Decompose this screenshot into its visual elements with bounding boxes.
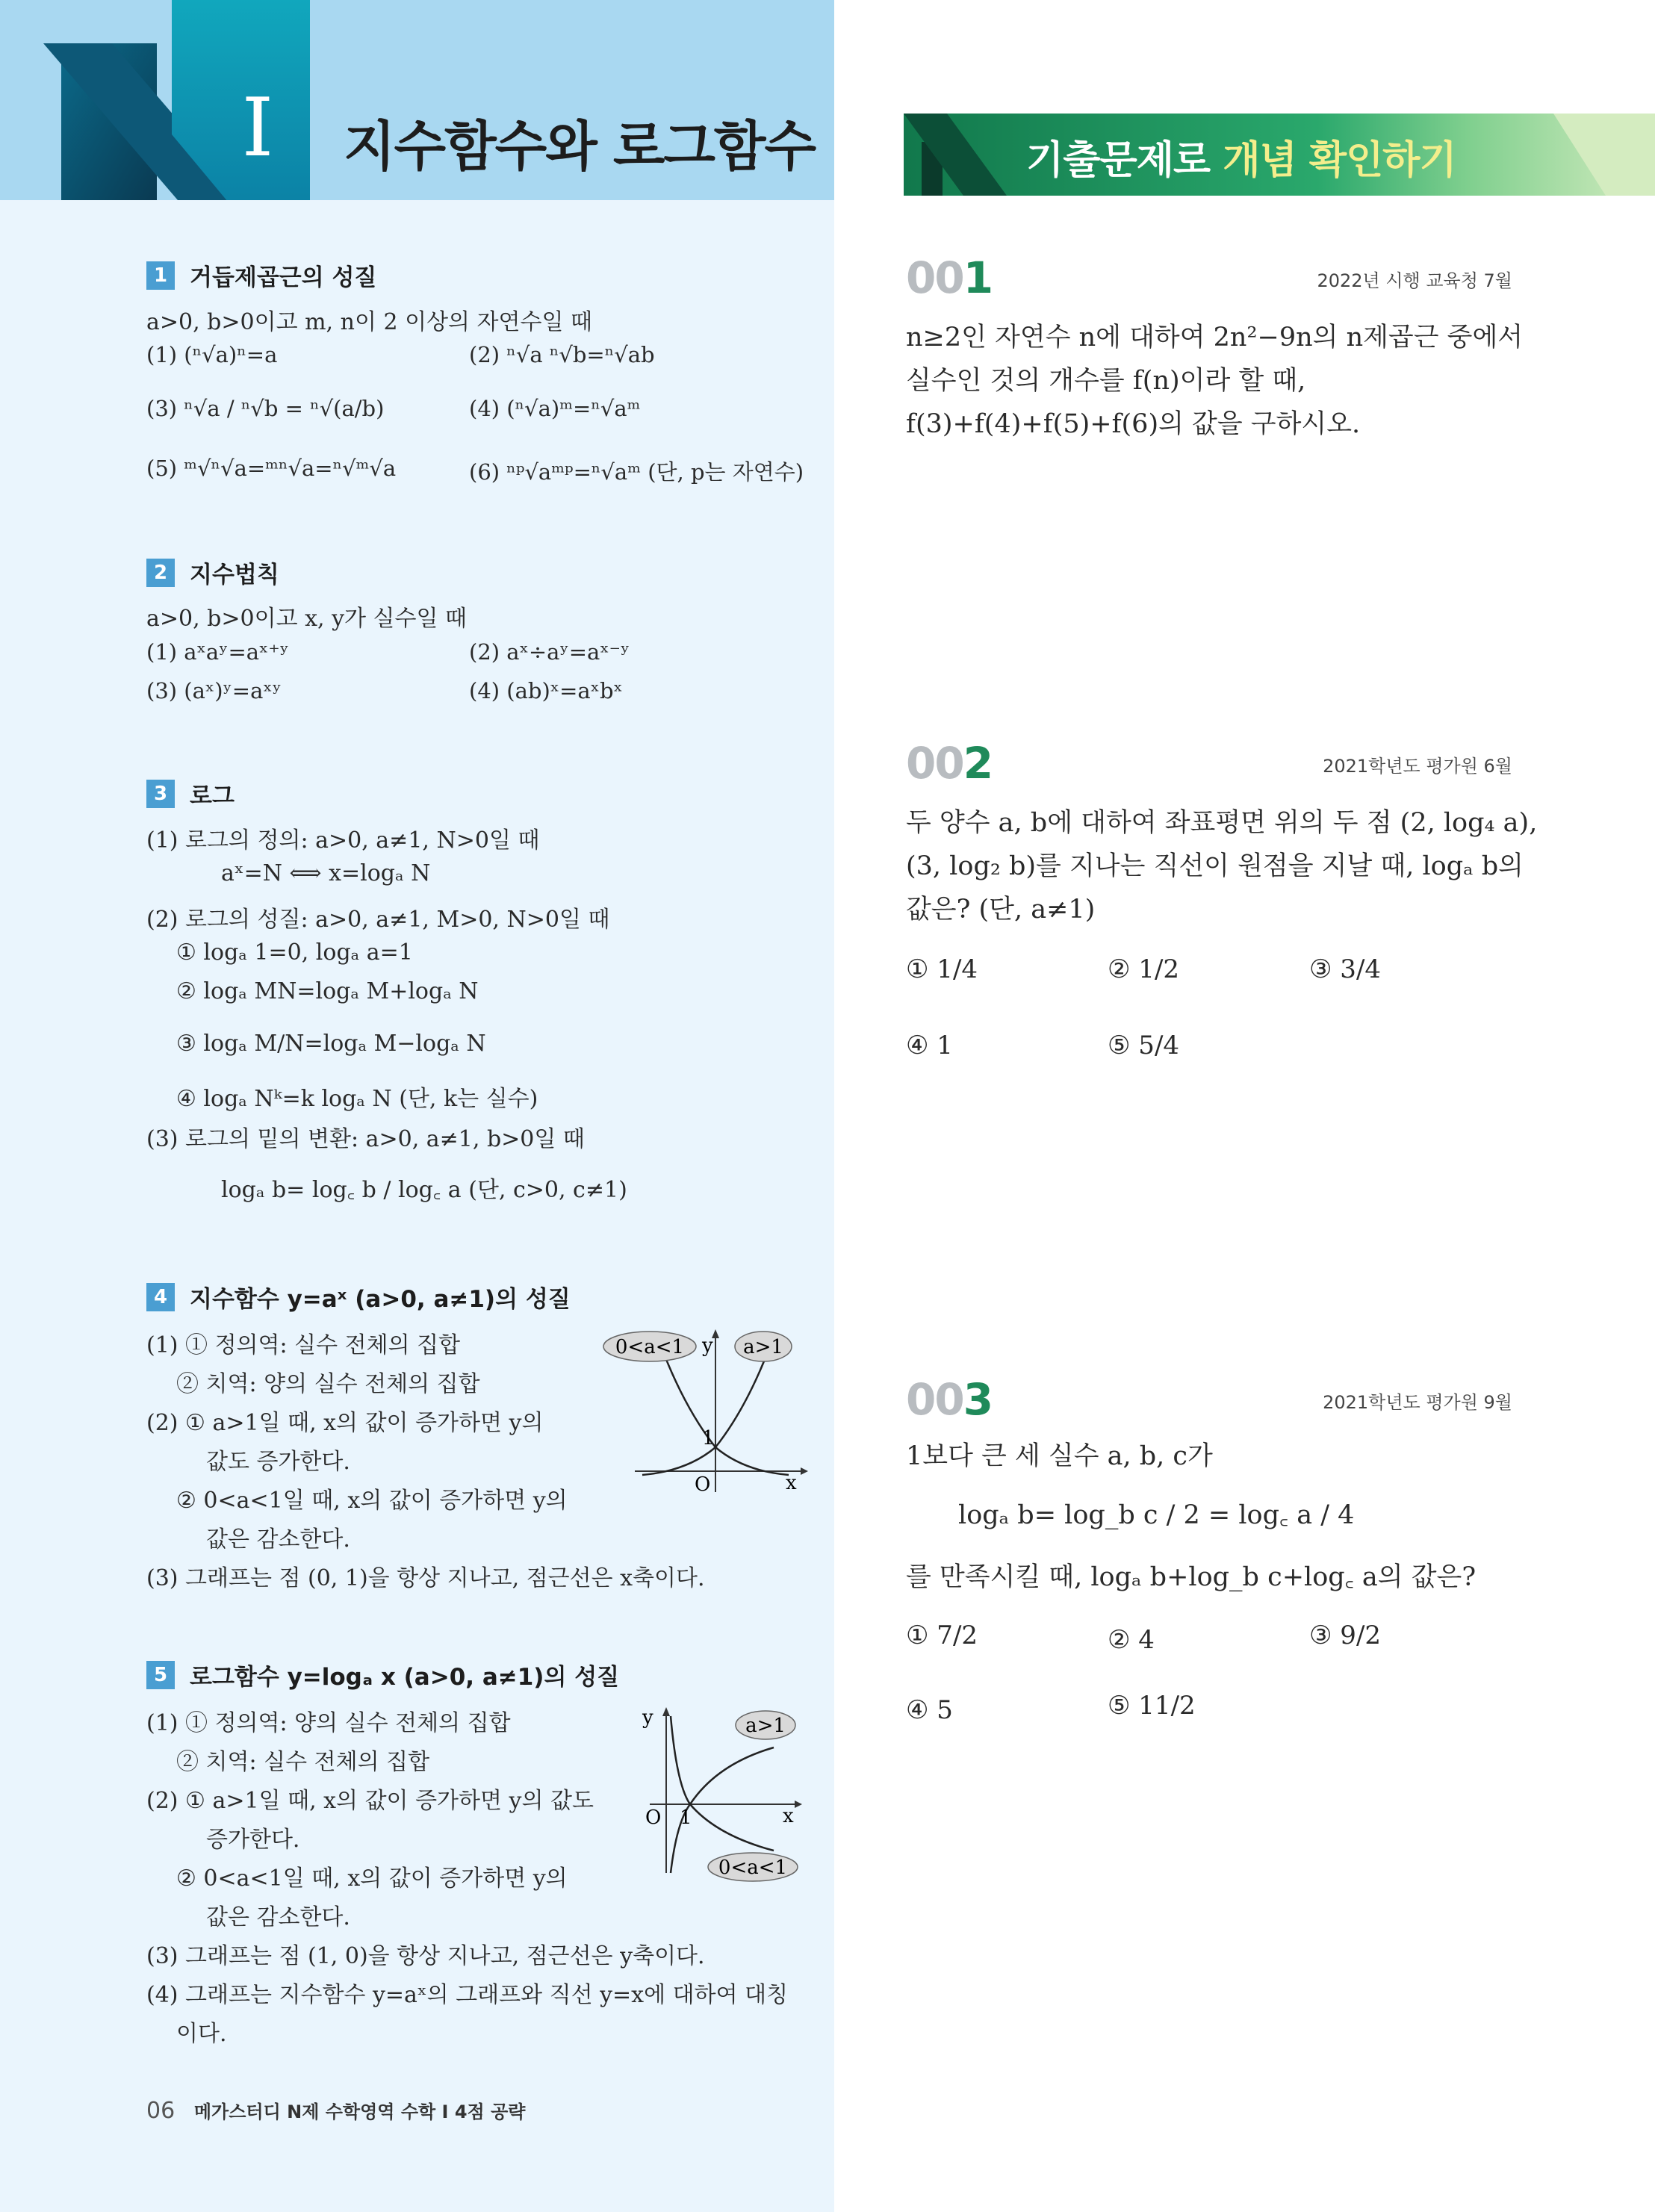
section-number: 1 [146, 261, 175, 290]
log-range: ② 치역: 실수 전체의 집합 [176, 1749, 430, 1775]
origin-label: O [645, 1806, 662, 1829]
rule-1-2: (2) ⁿ√a ⁿ√b=ⁿ√ab [469, 342, 655, 367]
log-increasing-cont: 증가한다. [206, 1827, 300, 1853]
question-text-line: 값은? (단, a≠1) [906, 895, 1096, 925]
graph-label: 0<a<1 [615, 1336, 685, 1358]
exponential-graph [597, 1322, 814, 1501]
graph-label: a>1 [743, 1336, 783, 1358]
chapter-header [0, 0, 834, 200]
question-source: 2022년 시행 교육청 7월 [1317, 270, 1512, 291]
log-symmetry: (4) 그래프는 지수함수 y=aˣ의 그래프와 직선 y=x에 대하여 대칭 [146, 1982, 789, 2008]
curve-a-less-1 [660, 1344, 789, 1475]
banner-title-part1: 기출문제로 [1026, 138, 1223, 183]
answer-choice-2[interactable]: ② 4 [1108, 1625, 1155, 1655]
log-definition-formula: aˣ=N ⟺ x=logₐ N [221, 860, 431, 886]
section-3-title [146, 777, 235, 810]
answer-choice-4[interactable]: ④ 1 [906, 1031, 953, 1060]
rule-1-6: (6) ⁿᵖ√aᵐᵖ=ⁿ√aᵐ (단, p는 자연수) [469, 459, 804, 485]
question-number-digit: 1 [963, 252, 993, 303]
question-number [906, 738, 992, 789]
section-4-title [146, 1280, 571, 1314]
log-asymptote: (3) 그래프는 점 (1, 0)을 항상 지나고, 점근선은 y축이다. [146, 1943, 705, 1969]
log-symmetry-cont: 이다. [176, 2021, 227, 2047]
rule-1-4: (4) (ⁿ√a)ᵐ=ⁿ√aᵐ [469, 396, 641, 421]
question-source: 2021학년도 평가원 6월 [1323, 756, 1512, 777]
answer-choice-4[interactable]: ④ 5 [906, 1695, 953, 1725]
axis-label-y: y [702, 1335, 713, 1357]
axis-label-y: y [642, 1706, 653, 1729]
answer-choice-3[interactable]: ③ 3/4 [1309, 954, 1382, 984]
log-base-change-formula: logₐ b= log꜀ b / log꜀ a (단, c>0, c≠1) [221, 1177, 627, 1203]
answer-choice-1[interactable]: ① 7/2 [906, 1621, 978, 1650]
rule-2-2: (2) aˣ÷aʸ=aˣ⁻ʸ [469, 639, 630, 665]
log-domain: (1) ① 정의역: 양의 실수 전체의 집합 [146, 1710, 511, 1736]
question-text-line: n≥2인 자연수 n에 대하여 2n²−9n의 n제곱근 중에서 [906, 323, 1524, 352]
axis-label-x: x [786, 1472, 797, 1494]
answer-choice-3[interactable]: ③ 9/2 [1309, 1621, 1382, 1650]
question-source: 2021학년도 평가원 9월 [1323, 1392, 1512, 1413]
log-properties: (2) 로그의 성질: a>0, a≠1, M>0, N>0일 때 [146, 907, 610, 933]
section-1-condition: a>0, b>0이고 m, n이 2 이상의 자연수일 때 [146, 309, 592, 335]
log-decreasing-cont: 값은 감소한다. [206, 1904, 350, 1930]
section-2-condition: a>0, b>0이고 x, y가 실수일 때 [146, 606, 468, 632]
exp-increasing: (2) ① a>1일 때, x의 값이 증가하면 y의 [146, 1410, 544, 1436]
question-number-prefix: 00 [906, 252, 963, 303]
section-2-title [146, 556, 279, 589]
question-text-line: 1보다 큰 세 실수 a, b, c가 [906, 1441, 1213, 1471]
curve-a-greater-1 [642, 1344, 771, 1475]
chapter-number: I [241, 81, 274, 175]
question-text-line: (3, log₂ b)를 지나는 직선이 원점을 지날 때, logₐ b의 [906, 851, 1524, 881]
log-definition: (1) 로그의 정의: a>0, a≠1, N>0일 때 [146, 827, 540, 854]
intercept-label: 1 [702, 1427, 715, 1450]
section-number: 3 [146, 780, 175, 808]
log-property-1: ① logₐ 1=0, logₐ a=1 [176, 939, 413, 966]
section-heading: 로그함수 y=logₐ x (a>0, a≠1)의 성질 [190, 1664, 620, 1691]
logarithm-graph [635, 1703, 814, 1882]
rule-1-1: (1) (ⁿ√a)ⁿ=a [146, 342, 278, 367]
question-text-line: f(3)+f(4)+f(5)+f(6)의 값을 구하시오. [906, 409, 1361, 439]
section-heading: 로그 [190, 783, 235, 810]
exp-increasing-cont: 값도 증가한다. [206, 1449, 350, 1475]
section-number: 2 [146, 559, 175, 587]
section-heading: 지수법칙 [190, 562, 279, 588]
question-number [906, 1374, 992, 1425]
question-text-line: 를 만족시킬 때, logₐ b+log_b c+log꜀ a의 값은? [906, 1562, 1477, 1592]
question-text-line: 두 양수 a, b에 대하여 좌표평면 위의 두 점 (2, log₄ a), [906, 808, 1538, 838]
rule-1-3: (3) ⁿ√a / ⁿ√b = ⁿ√(a/b) [146, 396, 385, 421]
rule-2-3: (3) (aˣ)ʸ=aˣʸ [146, 678, 282, 703]
origin-label: O [695, 1473, 711, 1496]
answer-choice-1[interactable]: ① 1/4 [906, 954, 978, 984]
banner-title-highlight: 개념 확인하기 [1223, 138, 1456, 183]
banner-title [1026, 128, 1456, 184]
question-number-digit: 3 [963, 1374, 993, 1425]
answer-choice-2[interactable]: ② 1/2 [1108, 954, 1180, 984]
rule-2-1: (1) aˣaʸ=aˣ⁺ʸ [146, 639, 289, 665]
log-property-4: ④ logₐ Nᵏ=k logₐ N (단, k는 실수) [176, 1086, 538, 1112]
section-number: 5 [146, 1661, 175, 1689]
rule-1-5: (5) ᵐ√ⁿ√a=ᵐⁿ√a=ⁿ√ᵐ√a [146, 456, 397, 481]
intercept-label: 1 [680, 1806, 692, 1829]
log-base-change: (3) 로그의 밑의 변환: a>0, a≠1, b>0일 때 [146, 1126, 585, 1152]
question-number [906, 252, 992, 303]
page-number: 06 [146, 2098, 176, 2124]
question-text-line: 실수인 것의 개수를 f(n)이라 할 때, [906, 366, 1306, 396]
rule-2-4: (4) (ab)ˣ=aˣbˣ [469, 678, 623, 703]
exp-decreasing-cont: 값은 감소한다. [206, 1526, 350, 1553]
question-equation: logₐ b= log_b c / 2 = log꜀ a / 4 [958, 1500, 1355, 1530]
graph-label: 0<a<1 [718, 1857, 788, 1879]
book-title: 메가스터디 N제 수학영역 수학 I 4점 공략 [193, 2101, 526, 2122]
chapter-title: 지수함수와 로그함수 [344, 115, 816, 178]
exp-decreasing: ② 0<a<1일 때, x의 값이 증가하면 y의 [176, 1488, 568, 1514]
axis-label-x: x [783, 1805, 794, 1827]
exp-range: ② 치역: 양의 실수 전체의 집합 [176, 1371, 480, 1397]
log-property-3: ③ logₐ M/N=logₐ M−logₐ N [176, 1031, 486, 1057]
section-heading: 거듭제곱근의 성질 [190, 264, 377, 291]
log-property-2: ② logₐ MN=logₐ M+logₐ N [176, 978, 479, 1004]
section-number: 4 [146, 1283, 175, 1311]
log-decreasing: ② 0<a<1일 때, x의 값이 증가하면 y의 [176, 1865, 568, 1892]
exp-asymptote: (3) 그래프는 점 (0, 1)을 항상 지나고, 점근선은 x축이다. [146, 1565, 705, 1591]
question-number-prefix: 00 [906, 1374, 963, 1425]
answer-choice-5[interactable]: ⑤ 11/2 [1108, 1691, 1196, 1721]
section-1-title [146, 258, 376, 292]
question-number-prefix: 00 [906, 738, 963, 789]
question-number-digit: 2 [963, 738, 993, 789]
section-5-title [146, 1658, 619, 1691]
section-heading: 지수함수 y=aˣ (a>0, a≠1)의 성질 [190, 1286, 571, 1313]
page-footer [146, 2097, 525, 2124]
answer-choice-5[interactable]: ⑤ 5/4 [1108, 1031, 1180, 1060]
graph-label: a>1 [745, 1715, 786, 1737]
log-increasing: (2) ① a>1일 때, x의 값이 증가하면 y의 값도 [146, 1788, 594, 1814]
exp-domain: (1) ① 정의역: 실수 전체의 집합 [146, 1332, 461, 1358]
